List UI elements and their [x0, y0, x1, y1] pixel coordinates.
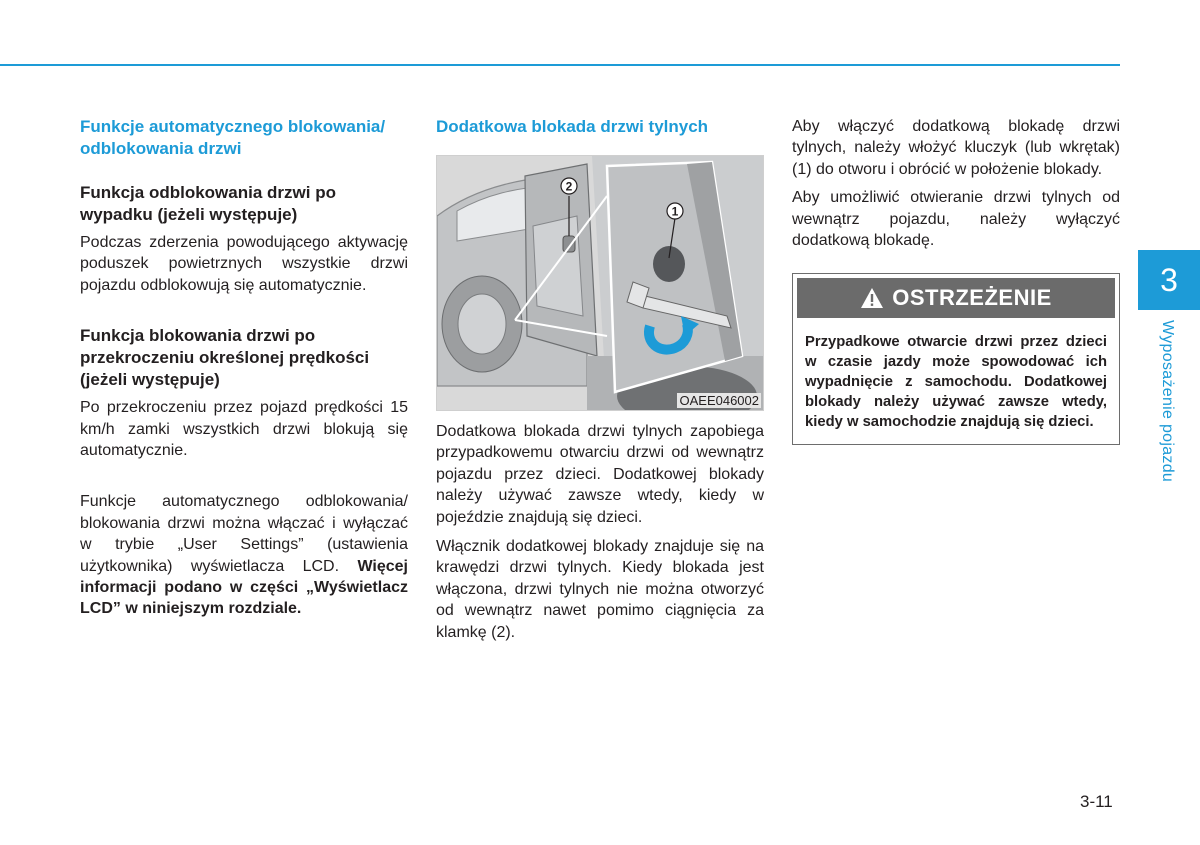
- figure-code: OAEE046002: [679, 393, 759, 408]
- child-lock-illustration: [436, 155, 764, 411]
- middle-column: [436, 116, 764, 643]
- speed-lock-text: Po przekroczeniu przez pojazd prędkości 15 km/h zamki wszystkich drzwi blokują się automatycznie.: [80, 399, 408, 460]
- settings-paragraph: [80, 491, 408, 619]
- warning-header: [797, 278, 1115, 318]
- chapter-number-tab: 3: [1138, 250, 1200, 310]
- callout-1-label: 1: [671, 204, 679, 219]
- auto-lock-section-title: Funkcje automatycznego blokowania/ odblokowania drzwi: [80, 117, 386, 158]
- chapter-title-vertical: Wyposażenie pojazdu: [1159, 320, 1176, 483]
- left-column: [80, 116, 408, 620]
- car-door-illustration: [437, 156, 763, 410]
- page-number: 3-11: [1080, 792, 1113, 811]
- speed-lock-title: Funkcja blokowania drzwi po przekroczeniu określonej prędkości (jeżeli występuje): [80, 326, 370, 390]
- callout-2-label: 2: [565, 179, 573, 194]
- warning-title: OSTRZEŻENIE: [892, 285, 1052, 311]
- settings-text: Funkcje automatycznego odblokowania/ blokowania drzwi można włączać i wyłączać w trybie „User Settings” (ustawienia użytkownika) wyświetlacza LCD.: [80, 493, 408, 575]
- right-column: [792, 116, 1120, 445]
- warning-triangle-icon: [860, 287, 884, 309]
- child-lock-location: Włącznik dodatkowej blokady znajduje się na krawędzi drzwi tylnych. Kiedy blokada jest włączona, drzwi tylnych nie można otworzyć od wewnątrz nawet pomimo ciągnięcia za klamkę (2).: [436, 538, 764, 641]
- crash-unlock-text: Podczas zderzenia powodującego aktywację poduszek powietrznych wszystkie drzwi pojazdu odblokowują się automatycznie.: [80, 234, 408, 294]
- enable-lock-text: Aby włączyć dodatkową blokadę drzwi tylnych, należy włożyć kluczyk (lub wkrętak) (1) do otworu i obrócić w położenie blokady.: [792, 118, 1120, 178]
- crash-unlock-title: Funkcja odblokowania drzwi po wypadku (jeżeli występuje): [80, 183, 336, 224]
- disable-lock-text: Aby umożliwić otwieranie drzwi tylnych od wewnątrz pojazdu, należy wyłączyć dodatkową blokadę.: [792, 189, 1120, 250]
- warning-text: Przypadkowe otwarcie drzwi przez dzieci w czasie jazdy może spowodować ich wypadnięcie z samochodu. Dodatkowej blokady należy używać zawsze wtedy, kiedy w samochodzie znajdują się dzieci.: [805, 334, 1107, 431]
- child-lock-description: Dodatkowa blokada drzwi tylnych zapobiega przypadkowemu otwarciu drzwi od wewnątrz pojazdu przez dzieci. Dodatkowej blokady należy używać zawsze wtedy, kiedy w pojeździe znajdują się dzieci.: [436, 423, 764, 526]
- child-lock-section-title: Dodatkowa blokada drzwi tylnych: [436, 117, 709, 136]
- settings-text-bold: Więcej informacji podano w części „Wyświetlacz LCD” w niniejszym rozdziale.: [80, 557, 408, 618]
- top-rule: [0, 64, 1120, 66]
- warning-box: [792, 273, 1120, 445]
